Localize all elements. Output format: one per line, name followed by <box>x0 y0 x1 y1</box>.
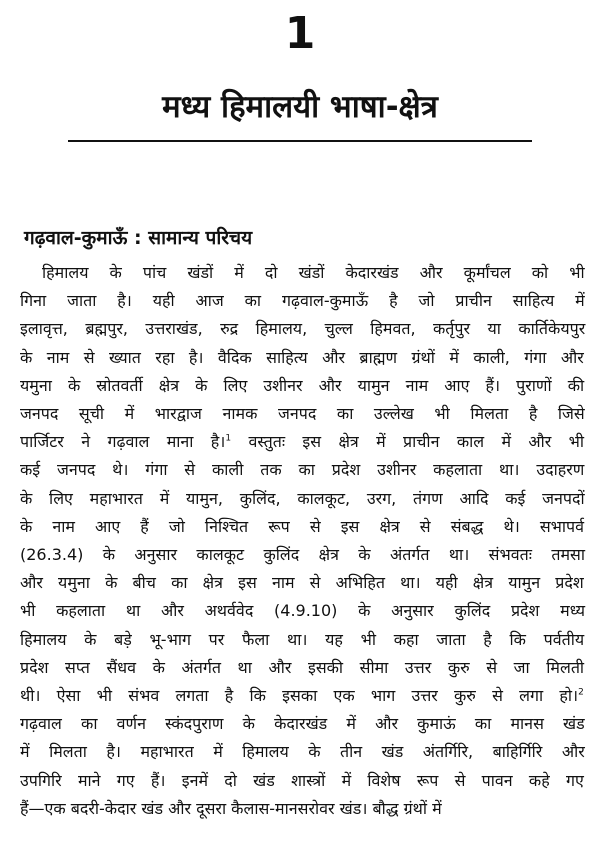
text-line: इलावृत्त, ब्रह्मपुर, उत्तराखंड, रुद्र हिमालय, चुल्ल हिमवत, कर्तृपुर या कार्तिकेयपुर <box>20 319 586 339</box>
text-line: (26.3.4) के अनुसार कालकूट कुलिंद क्षेत्र के अंतर्गत था। संभवतः तमसा <box>20 545 585 565</box>
title-underline <box>68 140 532 142</box>
text-line: के नाम आए हैं जो निश्चित रूप से इस क्षेत्र से संबद्ध थे। सभापर्व <box>20 516 585 536</box>
footnote-marker: 1 <box>225 433 232 444</box>
text-line: कई जनपद थे। गंगा से काली तक का प्रदेश उशीनर कहलाता था। उदाहरण <box>20 460 585 480</box>
text-line <box>20 428 588 456</box>
text-line: के नाम से ख्यात रहा है। वैदिक साहित्य और ब्राह्मण ग्रंथों में काली, गंगा और <box>20 347 584 367</box>
text-line: हिमालय के पांच खंडों में दो खंडों केदारखंड और कूर्मांचल को भी <box>42 263 585 282</box>
chapter-number: 1 <box>284 8 316 59</box>
text-line: और यमुना के बीच का क्षेत्र इस नाम से अभिहित था। यही क्षेत्र यामुन प्रदेश <box>20 573 584 593</box>
text-line: उपगिरि माने गए हैं। इनमें दो खंड शास्त्रों में विशेष रूप से पावन कहे गए <box>20 770 584 790</box>
text-line: गढ़वाल का वर्णन स्कंदपुराण के केदारखंड में और कुमाऊं का मानस खंड <box>20 714 585 734</box>
text-line: हिमालय के बड़े भू-भाग पर फैला था। यह भी कहा जाता है कि पर्वतीय <box>20 629 585 649</box>
text-line: जनपद सूची में भारद्वाज नामक जनपद का उल्लेख भी मिलता है जिसे <box>20 404 585 424</box>
text-line <box>20 682 588 710</box>
text-fragment: थी। ऐसा भी संभव लगता है कि इसका एक भाग उत्तर कुरु से लगा हो। <box>20 686 579 706</box>
text-line: भी कहलाता था और अथर्ववेद (4.9.10) के अनुसार कुलिंद प्रदेश मध्य <box>20 601 585 621</box>
text-fragment: वस्तुतः इस क्षेत्र में प्राचीन काल में और भी <box>248 432 585 452</box>
body-paragraph <box>20 259 588 823</box>
text-line: प्रदेश सप्त सैंधव के अंतर्गत था और इसकी सीमा उत्तर कुरु से जा मिलती <box>20 657 585 677</box>
text-line: गिना जाता है। यही आज का गढ़वाल-कुमाऊँ है जो प्राचीन साहित्य में <box>20 291 585 311</box>
text-line: हैं—एक बदरी-केदार खंड और दूसरा कैलास-मानसरोवर खंड। बौद्ध ग्रंथों में <box>20 798 442 818</box>
text-line: के लिए महाभारत में यामुन, कुलिंद, कालकूट, उरग, तंगण आदि कई जनपदों <box>20 488 585 508</box>
chapter-title: मध्य हिमालयी भाषा-क्षेत्र <box>162 89 438 125</box>
text-line: यमुना के स्रोतवर्ती क्षेत्र के लिए उशीनर और यामुन नाम आए हैं। पुराणों की <box>20 375 585 395</box>
text-fragment: पार्जिटर ने गढ़वाल माना है। <box>20 432 226 452</box>
section-heading: गढ़वाल-कुमाऊँ : सामान्य परिचय <box>24 227 253 249</box>
text-line: में मिलता है। महाभारत में हिमालय के तीन खंड अंतर्गिरि, बाहिर्गिरि और <box>20 742 585 762</box>
footnote-marker: 2 <box>578 687 584 698</box>
